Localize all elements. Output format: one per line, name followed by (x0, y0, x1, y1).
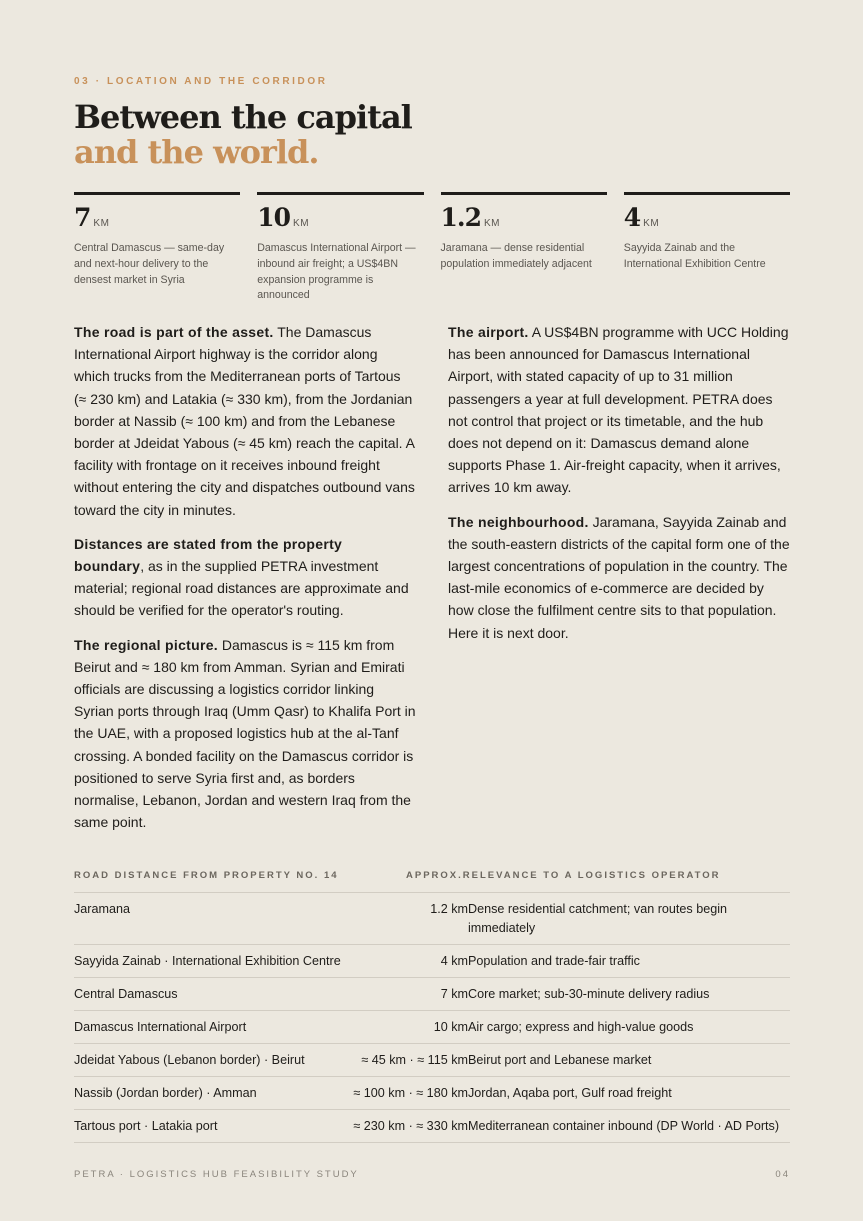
relevance-cell: Population and trade-fair traffic (468, 954, 640, 968)
stat-number: 10 (257, 203, 291, 232)
table-row (74, 1110, 790, 1143)
relevance-cell: Mediterranean container inbound (DP World · AD Ports) (468, 1119, 780, 1133)
stat-sayyida-zainab (624, 192, 790, 304)
paragraph-lead: The regional picture. (74, 636, 218, 653)
page (74, 0, 790, 1221)
title-line-2: and the world. (74, 133, 319, 171)
stat-unit: KM (293, 218, 310, 229)
table-header-right: APPROX.RELEVANCE TO A LOGISTICS OPERATOR (406, 870, 721, 881)
table-header (74, 870, 790, 893)
paragraph-lead: Distances are stated from the property boundary (74, 535, 343, 575)
place-cell: Jaramana (74, 902, 131, 916)
place-cell: Tartous port · Latakia port (74, 1119, 218, 1133)
body-column-right (448, 321, 790, 656)
paragraph-distances (74, 533, 416, 622)
paragraph-road (74, 321, 416, 521)
table-row (74, 893, 790, 945)
relevance-cell: Jordan, Aqaba port, Gulf road freight (468, 1086, 672, 1100)
stat-description: Jaramana — dense residential population immediately adjacent (440, 242, 592, 270)
table-row (74, 978, 790, 1011)
page-title (74, 100, 412, 170)
table-header-left: ROAD DISTANCE FROM PROPERTY NO. 14 (74, 870, 339, 881)
distance-cell: ≈ 230 km · ≈ 330 km (353, 1119, 468, 1133)
distance-table (74, 870, 790, 1143)
relevance-cell: Beirut port and Lebanese market (468, 1053, 652, 1067)
distance-cell: ≈ 100 km · ≈ 180 km (353, 1086, 468, 1100)
paragraph-regional (74, 634, 416, 834)
table-row (74, 1077, 790, 1110)
stat-unit: KM (93, 218, 110, 229)
distance-cell: 1.2 km (430, 902, 468, 916)
paragraph-text: , as in the supplied PETRA investment material; regional road distances are approximate and should be verified for the operator's routing. (74, 558, 409, 619)
place-cell: Damascus International Airport (74, 1020, 247, 1034)
page-footer (74, 1169, 790, 1180)
distance-cell: 10 km (433, 1020, 468, 1034)
paragraph-text: Damascus is ≈ 115 km from Beirut and ≈ 180 km from Amman. Syrian and Emirati officials are discussing a logistics corridor linking Syrian ports through Iraq (Umm Qasr) to Khalifa Port in the UAE, with a proposed logistics hub at the al-Tanf crossing. A bonded facility on the Damascus corridor is positioned to serve Syria first and, as borders normalise, Lebanon, Jordan and western Iraq from the same point. (74, 636, 416, 831)
table-row (74, 945, 790, 978)
stat-unit: KM (484, 218, 500, 229)
distance-cell: 7 km (440, 987, 468, 1001)
stat-airport (257, 192, 423, 304)
page-number: 04 (775, 1169, 790, 1180)
stat-unit: KM (643, 218, 660, 229)
paragraph-lead: The airport. (448, 324, 529, 340)
paragraph-neighbourhood (448, 511, 790, 644)
place-cell: Central Damascus (74, 987, 178, 1001)
section-eyebrow: 03 · LOCATION AND THE CORRIDOR (74, 76, 328, 87)
stat-description: Central Damascus — same-day and next-hour delivery to the densest market in Syria (74, 242, 225, 286)
stat-central-damascus (74, 192, 240, 304)
place-cell: Jdeidat Yabous (Lebanon border) · Beirut (74, 1053, 305, 1067)
paragraph-text: The Damascus International Airport highway is the corridor along which trucks from the Mediterranean ports of Tartous (≈ 230 km) and Latakia (≈ 330 km), from the Jordanian border at Nassib (≈ 100 km) and from the Lebanese border at Jdeidat Yabous (≈ 45 km) reach the capital. A facility with frontage on it receives inbound freight without entering the city and dispatches outbound vans toward the city in minutes. (74, 324, 415, 518)
paragraph-airport (448, 321, 790, 499)
relevance-cell: Dense residential catchment; van routes begin immediately (468, 902, 728, 935)
table-row (74, 1044, 790, 1077)
stat-description: Damascus International Airport — inbound air freight; a US$4BN expansion programme is announced (257, 242, 416, 302)
body-column-left (74, 321, 416, 845)
distance-cell: ≈ 45 km · ≈ 115 km (361, 1053, 468, 1067)
relevance-cell: Core market; sub-30-minute delivery radius (468, 987, 710, 1001)
stats-row (74, 192, 790, 304)
stat-number: 1.2 (440, 203, 481, 232)
place-cell: Nassib (Jordan border) · Amman (74, 1086, 257, 1100)
table-row (74, 1011, 790, 1044)
paragraph-lead: The road is part of the asset. (74, 324, 274, 340)
title-line-1: Between the capital (74, 98, 412, 136)
place-cell: Sayyida Zainab · International Exhibition Centre (74, 954, 341, 968)
stat-jaramana (441, 192, 607, 304)
stat-description: Sayyida Zainab and the International Exhibition Centre (623, 242, 766, 270)
paragraph-text: Jaramana, Sayyida Zainab and the south-eastern districts of the capital form one of the largest concentrations of population in the country. The last-mile economics of e-commerce are decided by how close the fulfilment centre sits to that population. Here it is next door. (448, 513, 790, 641)
distance-cell: 4 km (440, 954, 468, 968)
relevance-cell: Air cargo; express and high-value goods (468, 1020, 694, 1034)
stat-number: 4 (623, 203, 641, 232)
stat-number: 7 (74, 203, 91, 232)
footer-title: PETRA · LOGISTICS HUB FEASIBILITY STUDY (74, 1169, 359, 1180)
paragraph-lead: The neighbourhood. (448, 513, 589, 530)
paragraph-text: A US$4BN programme with UCC Holding has been announced for Damascus International Airport, with stated capacity of up to 31 million passengers a year at full development. PETRA does not control that project or its timetable, and the hub does not depend on it: Damascus demand alone supports Phase 1. Air-freight capacity, when it arrives, arrives 10 km away. (448, 324, 789, 496)
